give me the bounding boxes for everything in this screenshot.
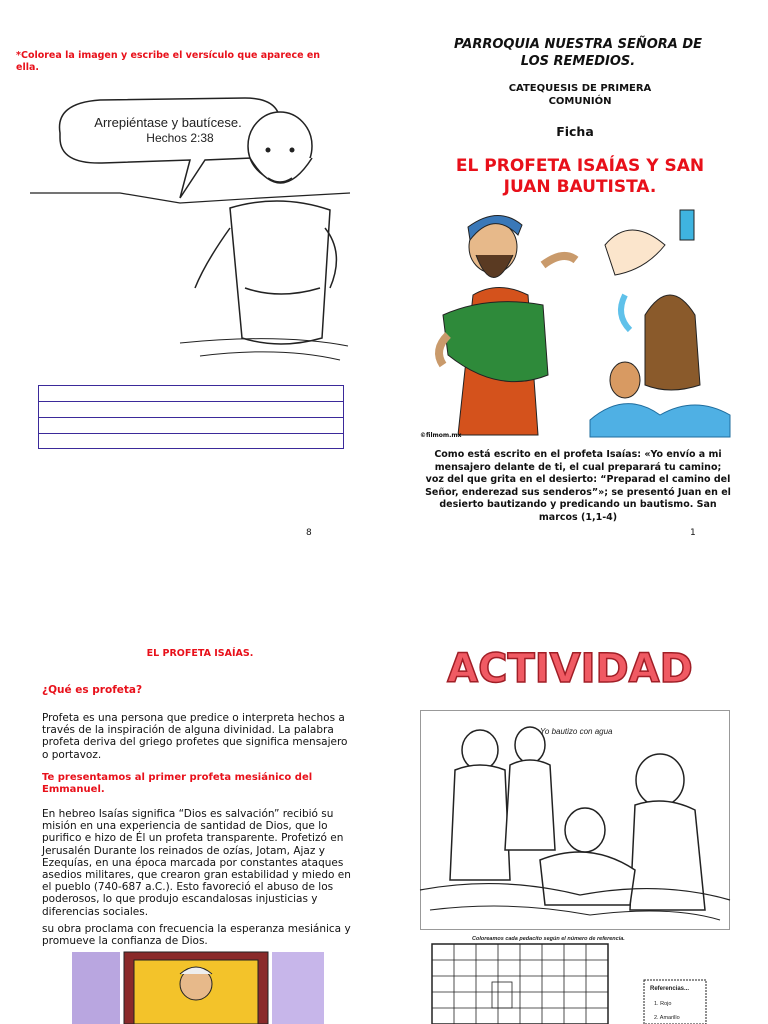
references-title: Referencias... [650,986,690,992]
image-credit: ©filmom.mx [420,432,462,439]
intro-heading: Te presentamos al primer profeta mesiánico del Emmanuel. [42,772,313,795]
color-by-number-grid [432,930,732,1024]
reference-2: 2. Amarillo [654,1015,680,1021]
catechesis-line-1: CATEQUESIS DE PRIMERA [508,83,652,94]
writing-line [38,417,344,433]
ficha-label: Ficha [556,124,594,139]
isaiah-paragraph-2: su obra proclama con frecuencia la esperanza mesiánica y promueve la confianza de Dios. [42,923,351,948]
coloring-instruction: *Colorea la imagen y escribe el versículo que aparece en ella. [16,50,321,73]
coloring-caption: Yo bautizo con agua [540,727,613,736]
catechesis-line-2: COMUNIÓN [548,96,612,107]
definition-text: Profeta es una persona que predice o interpreta hechos a través de la inspiración de alguna divinidad. La palabra profeta deriva del griego profetes que significa mensajero o portavoz. [42,712,348,761]
page-title [420,156,740,198]
grid-caption: Coloreamos cada pedacito según el número de referencia. [472,936,625,942]
baptism-coloring-illustration [420,710,730,930]
writing-line [38,433,344,449]
isaiah-scroll-illustration [72,952,324,1024]
page-title-line-2: JUAN BAUTISTA. [503,177,657,197]
bubble-line-2: Hechos 2:38 [146,131,214,145]
question-heading: ¿Qué es profeta? [42,684,143,696]
john-baptist-illustration [585,205,733,440]
isaiah-paragraph: En hebreo Isaías significa “Dios es salvación” recibió su misión en una experiencia de santidad de Dios, que lo purifico e hizo de Él un profeta transparente. Profetizó en Jerusalén Durante los reinados de ozías, Jotam, Ajaz y Ezequías, en una época marcada por constantes ataques asedios militares, que crearon gran estabilidad y miedo en el pueblo (740-687 a.C.). Esto favoreció el abuso de los poderosos, lo que produjo escandalosas injusticias y diferencias sociales. [42,808,351,918]
catechesis-header [470,82,690,108]
prophet-isaiah-illustration [418,205,578,445]
reference-1: 1. Rojo [654,1001,672,1007]
writing-line [38,401,344,417]
parish-header [418,36,738,70]
gospel-verse: Como está escrito en el profeta Isaías: «Yo envío a mi mensajero delante de ti, el cual preparará tu camino; voz del que grita en el desierto: “Preparad el camino del Señor, enderezad sus senderos”»; se presentó Juan en el desierto bautizando y predicando un bautismo. San marcos (1,1-4) [425,449,731,523]
activity-title-text: ACTIVIDAD [447,646,693,692]
page-title-line-1: EL PROFETA ISAÍAS Y SAN [455,156,705,176]
page-number-right: 1 [690,528,696,538]
page-number-left: 8 [306,528,312,538]
section-title: EL PROFETA ISAÍAS. [146,648,254,659]
activity-title [447,638,693,694]
peter-speech-illustration [30,88,350,380]
writing-line [38,385,344,401]
parish-line-2: LOS REMEDIOS. [520,54,636,69]
bubble-line-1: Arrepiéntase y bautícese. [94,115,242,130]
parish-line-1: PARROQUIA NUESTRA SEÑORA DE [453,37,703,52]
writing-lines [38,385,344,449]
